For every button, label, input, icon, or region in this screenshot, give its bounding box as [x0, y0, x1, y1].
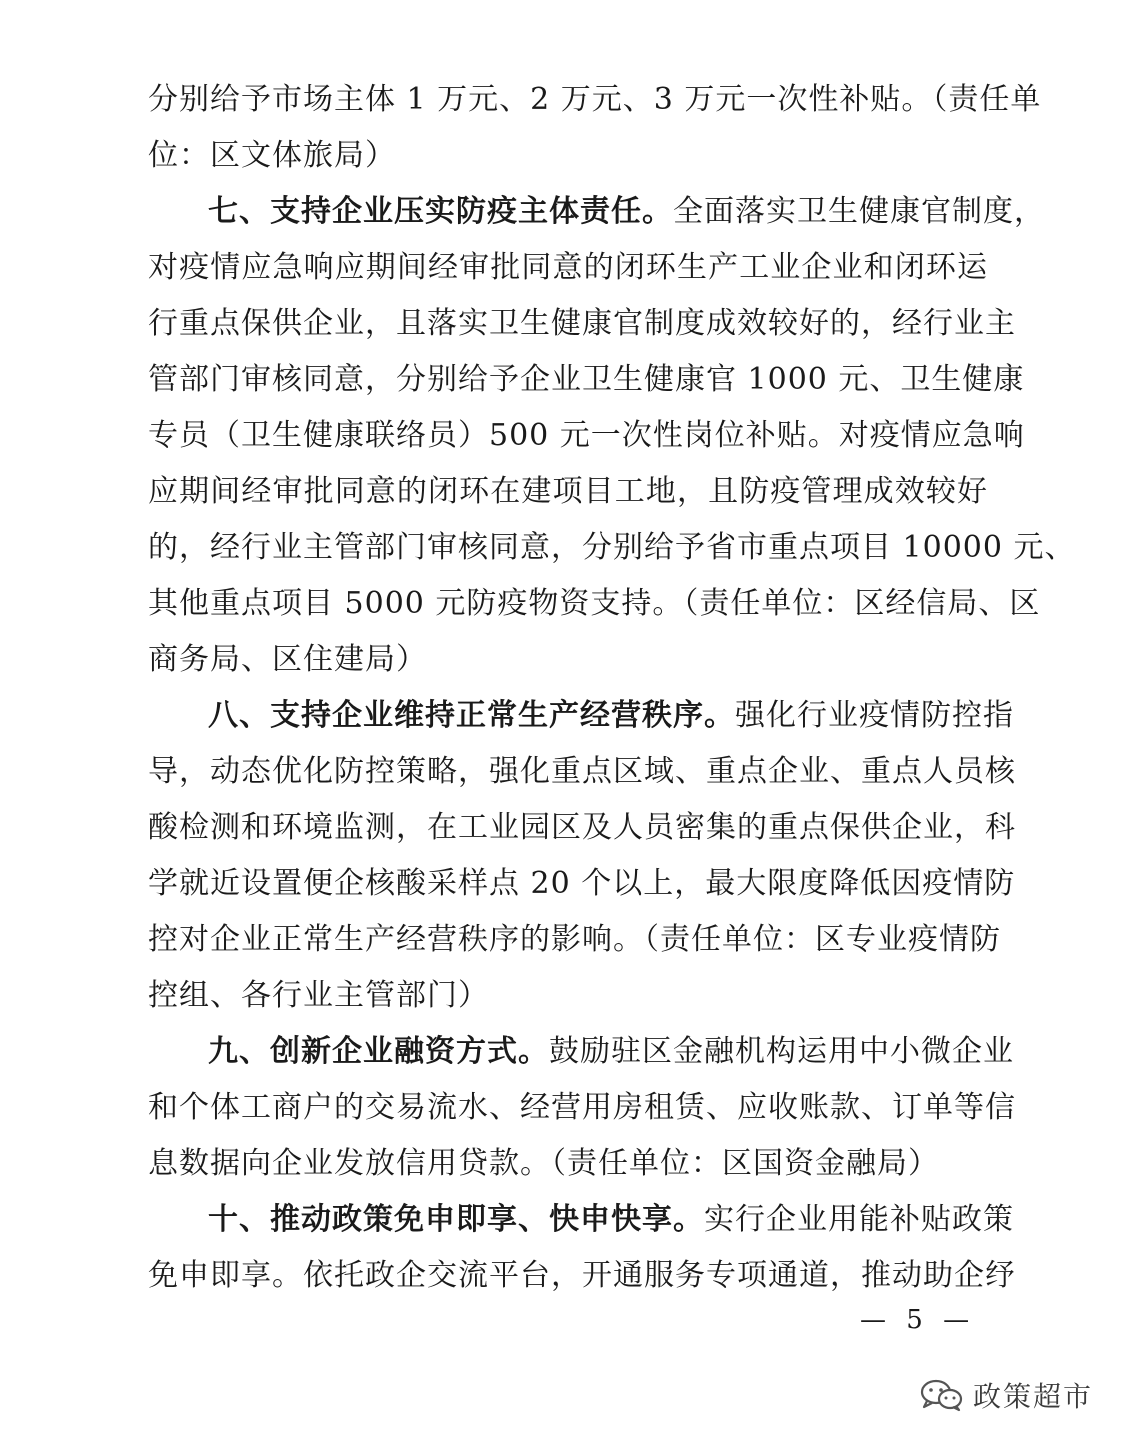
watermark: [919, 1375, 1093, 1415]
text-line: 息数据向企业发放信用贷款。（责任单位：区国资金融局）: [148, 1146, 939, 1181]
text-line: 的，经行业主管部门审核同意，分别给予省市重点项目 10000 元、: [148, 530, 1076, 565]
text-line: 对疫情应急响应期间经审批同意的闭环生产工业企业和闭环运: [148, 250, 988, 285]
wechat-icon: [919, 1378, 965, 1412]
text-line: 酸检测和环境监测，在工业园区及人员密集的重点保供企业，科: [148, 810, 1016, 845]
section-heading: 九、创新企业融资方式。: [208, 1034, 549, 1069]
text-run: 全面落实卫生健康官制度，: [673, 194, 1045, 229]
section-heading: 七、支持企业压实防疫主体责任。: [208, 194, 673, 229]
paragraph-first-line: [148, 184, 1045, 240]
paragraph-first-line: [148, 688, 1014, 744]
text-line: 位：区文体旅局）: [148, 138, 396, 173]
text-line: 管部门审核同意，分别给予企业卫生健康官 1000 元、卫生健康: [148, 362, 1025, 397]
text-line: 行重点保供企业，且落实卫生健康官制度成效较好的，经行业主: [148, 306, 1016, 341]
text-line: 控组、各行业主管部门）: [148, 978, 489, 1013]
document-body: [148, 72, 1076, 1304]
text-run: 实行企业用能补贴政策: [704, 1202, 1014, 1237]
text-run: 强化行业疫情防控指: [735, 698, 1014, 733]
page-number: — 5 —: [860, 1305, 976, 1335]
paragraph-first-line: [148, 1192, 1014, 1248]
watermark-text: 政策超市: [972, 1380, 1093, 1413]
text-line: 商务局、区住建局）: [148, 642, 427, 677]
text-line: 学就近设置便企核酸采样点 20 个以上，最大限度降低因疫情防: [148, 866, 1016, 901]
text-line: 免申即享。依托政企交流平台，开通服务专项通道，推动助企纾: [148, 1258, 1016, 1293]
section-heading: 八、支持企业维持正常生产经营秩序。: [208, 698, 735, 733]
text-line: 和个体工商户的交易流水、经营用房租赁、应收账款、订单等信: [148, 1090, 1016, 1125]
text-line: 导，动态优化防控策略，强化重点区域、重点企业、重点人员核: [148, 754, 1016, 789]
text-line: 其他重点项目 5000 元防疫物资支持。（责任单位：区经信局、区: [148, 586, 1041, 621]
paragraph-first-line: [148, 1024, 1014, 1080]
text-run: 鼓励驻区金融机构运用中小微企业: [549, 1034, 1014, 1069]
text-line: 分别给予市场主体 1 万元、2 万元、3 万元一次性补贴。（责任单: [148, 82, 1042, 117]
text-line: 应期间经审批同意的闭环在建项目工地，且防疫管理成效较好: [148, 474, 988, 509]
section-heading: 十、推动政策免申即享、快申快享。: [208, 1202, 704, 1237]
text-line: 专员（卫生健康联络员）500 元一次性岗位补贴。对疫情应急响: [148, 418, 1025, 453]
text-line: 控对企业正常生产经营秩序的影响。（责任单位：区专业疫情防: [148, 922, 1001, 957]
